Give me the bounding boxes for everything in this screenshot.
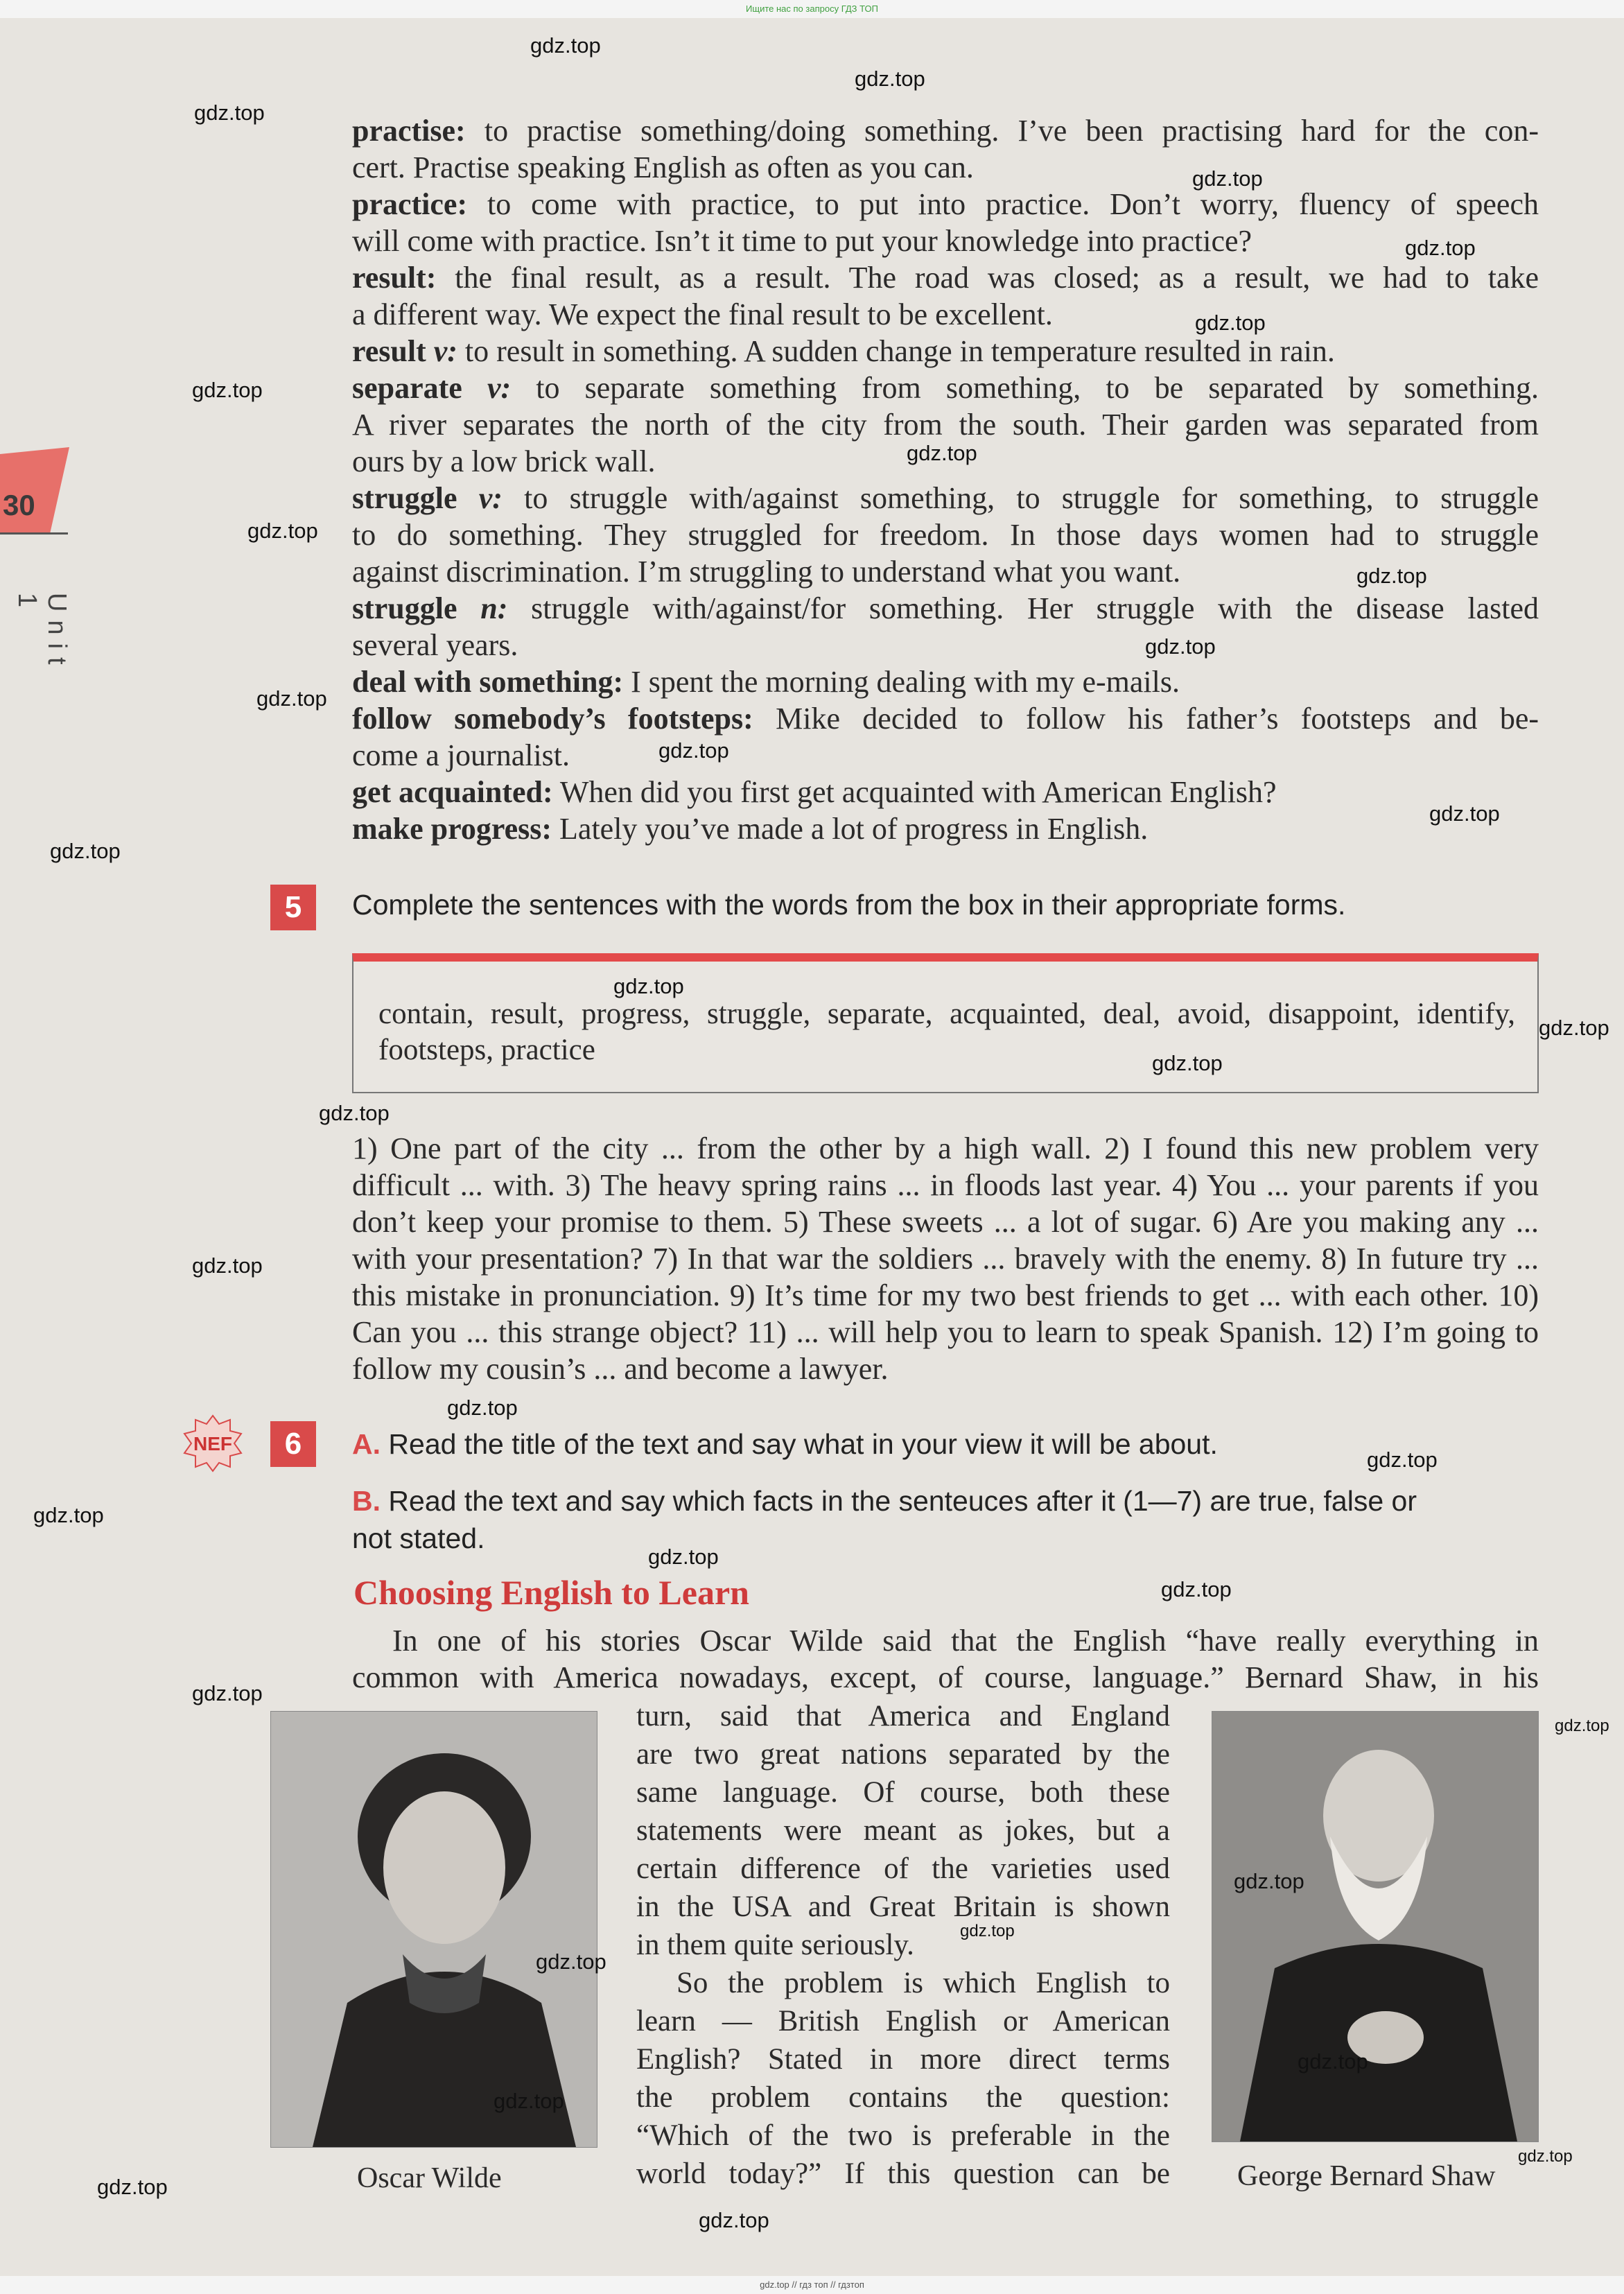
vocab-term: make progress: xyxy=(352,812,552,846)
vocab-text: to result in something. A sudden change in temperature resulted in rain. xyxy=(457,334,1335,368)
reading-line: So the problem is which English to xyxy=(676,1967,1170,1999)
reading-column xyxy=(636,1697,1170,2193)
vocab-line xyxy=(352,149,1539,186)
part-a-letter: A. xyxy=(352,1428,381,1460)
vocab-text: against discrimination. I’m struggling to understand what you want. xyxy=(352,555,1181,589)
vocab-term: follow somebody’s footsteps: xyxy=(352,702,753,736)
unit-label: Unit 1 xyxy=(12,593,71,673)
reading-line: same language. Of course, both these xyxy=(636,1776,1170,1809)
vocab-line xyxy=(352,700,1539,737)
vocab-term: deal with something: xyxy=(352,665,624,699)
exercise-6-part-b xyxy=(352,1482,1417,1557)
vocab-term: get acquainted: xyxy=(352,775,553,809)
watermark: gdz.top xyxy=(613,974,684,998)
watermark: gdz.top xyxy=(960,1922,1015,1940)
vocab-line xyxy=(352,259,1539,296)
vocab-line xyxy=(352,112,1539,149)
reading-line: are two great nations separated by the xyxy=(636,1738,1170,1771)
watermark: gdz.top xyxy=(1145,634,1216,659)
watermark: gdz.top xyxy=(855,67,925,91)
watermark: gdz.top xyxy=(247,519,318,543)
vocab-text: to practise something/doing something. I’ve been practising hard for the con- xyxy=(465,114,1539,148)
watermark: gdz.top xyxy=(1405,236,1476,260)
watermark: gdz.top xyxy=(194,101,265,125)
watermark: gdz.top xyxy=(1518,2147,1573,2166)
reading-title: Choosing English to Learn xyxy=(353,1573,749,1612)
watermark: gdz.top xyxy=(447,1396,518,1420)
reading-line: learn — British English or American xyxy=(636,2005,1170,2037)
vocab-line xyxy=(352,737,1539,774)
watermark: gdz.top xyxy=(907,441,977,465)
vocab-line xyxy=(352,333,1539,370)
vocab-line xyxy=(352,406,1539,443)
watermark: gdz.top xyxy=(319,1101,390,1125)
reading-line: the problem contains the question: xyxy=(636,2081,1170,2114)
reading-intro-line-1: In one of his stories Oscar Wilde said that the English “have really everything in xyxy=(392,1624,1539,1658)
vocab-text: When did you first get acquainted with American English? xyxy=(552,775,1277,809)
reading-line: statements were meant as jokes, but a xyxy=(636,1814,1170,1847)
vocab-line xyxy=(352,296,1539,333)
vocab-text: A river separates the north of the city from the south. Their garden was separated from xyxy=(352,408,1539,442)
vocab-term: separate xyxy=(352,371,462,405)
vocab-text: will come with practice. Isn’t it time to put your knowledge into practice? xyxy=(352,224,1252,258)
watermark: gdz.top xyxy=(1161,1577,1232,1601)
part-b-letter: B. xyxy=(352,1485,381,1517)
part-b-text-line2: not stated. xyxy=(352,1522,485,1554)
vocab-text: several years. xyxy=(352,628,518,662)
vocab-line xyxy=(352,516,1539,553)
exercise-6-part-a xyxy=(352,1428,1218,1461)
watermark: gdz.top xyxy=(50,839,121,863)
watermark: gdz.top xyxy=(536,1949,606,1974)
vocabulary-notes xyxy=(352,112,1539,847)
watermark: gdz.top xyxy=(1192,166,1263,191)
vocab-text: Mike decided to follow his father’s footsteps and be- xyxy=(753,702,1539,736)
exercise-5-sentences xyxy=(352,1130,1539,1387)
watermark: gdz.top xyxy=(699,2208,769,2232)
watermark: gdz.top xyxy=(97,2175,168,2199)
nef-badge-icon xyxy=(182,1414,244,1472)
top-watermark-text: Ищите нас по запросу ГДЗ ТОП xyxy=(746,3,878,14)
vocab-text: come a journalist. xyxy=(352,738,570,772)
reading-line: “Which of the two is preferable in the xyxy=(636,2119,1170,2152)
vocab-term: practice: xyxy=(352,187,468,221)
vocab-text: ours by a low brick wall. xyxy=(352,444,656,478)
watermark: gdz.top xyxy=(1555,1717,1609,1735)
part-of-speech: v: xyxy=(457,481,503,515)
part-of-speech: v: xyxy=(426,334,457,368)
vocab-text: to come with practice, to put into practice. Don’t worry, fluency of speech xyxy=(467,187,1539,221)
reading-line: in them quite seriously. xyxy=(636,1929,914,1961)
vocab-term: struggle xyxy=(352,591,457,625)
vocab-line xyxy=(352,480,1539,516)
watermark: gdz.top xyxy=(256,686,327,711)
bottom-watermark-text: gdz.top // гдз топ // гдзтоп xyxy=(760,2279,864,2290)
vocab-text: to separate something from something, to be separated by something. xyxy=(511,371,1539,405)
vocab-line xyxy=(352,774,1539,810)
reading-line: world today?” If this question can be xyxy=(636,2157,1170,2190)
vocab-text: a different way. We expect the final result to be excellent. xyxy=(352,297,1053,331)
page-number: 30 xyxy=(3,489,35,521)
watermark: gdz.top xyxy=(648,1545,719,1569)
vocab-line xyxy=(352,663,1539,700)
vocab-text: cert. Practise speaking English as often as you can. xyxy=(352,150,974,184)
word-box-words: contain, result, progress, struggle, separate, acquainted, deal, avoid, disappoint, identify, footsteps, practice xyxy=(378,998,1515,1066)
vocab-term: struggle xyxy=(352,481,457,515)
vocab-line xyxy=(352,223,1539,259)
vocab-term: result: xyxy=(352,261,437,295)
top-watermark-bar xyxy=(0,0,1624,18)
watermark: gdz.top xyxy=(494,2089,564,2113)
exercise-5-number: 5 xyxy=(270,885,316,930)
vocab-text: I spent the morning dealing with my e-mails. xyxy=(623,665,1180,699)
watermark: gdz.top xyxy=(1539,1016,1609,1040)
nef-badge-text: NEF xyxy=(193,1433,232,1454)
watermark: gdz.top xyxy=(1234,1869,1304,1893)
watermark: gdz.top xyxy=(1429,801,1500,826)
vocab-text: to do something. They struggled for freedom. In those days women had to struggle xyxy=(352,518,1539,552)
reading-line: turn, said that America and England xyxy=(636,1700,1170,1732)
exercise-5-instruction: Complete the sentences with the words from the box in their appropriate forms. xyxy=(352,889,1346,921)
vocab-text: the final result, as a result. The road was closed; as a result, we had to take xyxy=(436,261,1539,295)
part-b-text-line1: Read the text and say which facts in the senteuces after it (1—7) are true, false or xyxy=(388,1485,1417,1517)
reading-line: certain difference of the varieties used xyxy=(636,1852,1170,1885)
watermark: gdz.top xyxy=(192,1681,263,1705)
part-a-text: Read the title of the text and say what in your view it will be about. xyxy=(388,1428,1218,1460)
page-number-rule xyxy=(0,532,68,535)
watermark: gdz.top xyxy=(1298,2049,1368,2074)
exercise-6-number: 6 xyxy=(270,1421,316,1467)
george-bernard-shaw-photo xyxy=(1212,1711,1539,2142)
vocab-text: Lately you’ve made a lot of progress in English. xyxy=(552,812,1149,846)
watermark: gdz.top xyxy=(1195,311,1266,335)
part-of-speech: n: xyxy=(457,591,508,625)
vocab-text: struggle with/against/for something. Her struggle with the disease lasted xyxy=(507,591,1539,625)
vocab-line xyxy=(352,370,1539,406)
exercise-5-sentences-text: 1) One part of the city ... from the other by a high wall. 2) I found this new problem very difficult ... with. 3) The heavy spring rains ... in floods last year. 4) You ... your parents if you don’t keep your promise to them. 5) These sweets ... a lot of sugar. 6) Are you making any ... with your presentation? 7) In that war the soldiers ... bravely with the enemy. 8) In future try ... this mistake in pronunciation. 9) It’s time for my two best friends to get ... with each other. 10) Can you ... this strange object? 11) ... will help you to learn to speak Spanish. 12) I’m going to follow my cousin’s ... and become a lawyer. xyxy=(352,1131,1539,1386)
watermark: gdz.top xyxy=(530,33,601,58)
watermark: gdz.top xyxy=(1152,1051,1223,1075)
watermark: gdz.top xyxy=(658,738,729,763)
oscar-wilde-photo xyxy=(270,1711,597,2148)
vocab-term: result xyxy=(352,334,426,368)
word-box xyxy=(352,953,1539,1093)
vocab-term: practise: xyxy=(352,114,466,148)
vocab-line xyxy=(352,627,1539,663)
vocab-text: to struggle with/against something, to struggle for something, to struggle xyxy=(502,481,1539,515)
caption-george-bernard-shaw: George Bernard Shaw xyxy=(1237,2160,1496,2192)
watermark: gdz.top xyxy=(192,378,263,402)
reading-intro xyxy=(352,1622,1539,1696)
watermark: gdz.top xyxy=(192,1253,263,1278)
caption-oscar-wilde: Oscar Wilde xyxy=(357,2162,502,2194)
reading-intro-line-2: common with America nowadays, except, of course, language.” Bernard Shaw, in his xyxy=(352,1660,1539,1694)
reading-line: in the USA and Great Britain is shown xyxy=(636,1891,1170,1923)
watermark: gdz.top xyxy=(1367,1448,1438,1472)
vocab-line xyxy=(352,186,1539,223)
part-of-speech: v: xyxy=(462,371,512,405)
vocab-line xyxy=(352,810,1539,847)
bottom-watermark-bar xyxy=(0,2276,1624,2294)
vocab-line xyxy=(352,590,1539,627)
watermark: gdz.top xyxy=(1356,564,1427,588)
reading-line: English? Stated in more direct terms xyxy=(636,2043,1170,2076)
watermark: gdz.top xyxy=(33,1503,104,1527)
